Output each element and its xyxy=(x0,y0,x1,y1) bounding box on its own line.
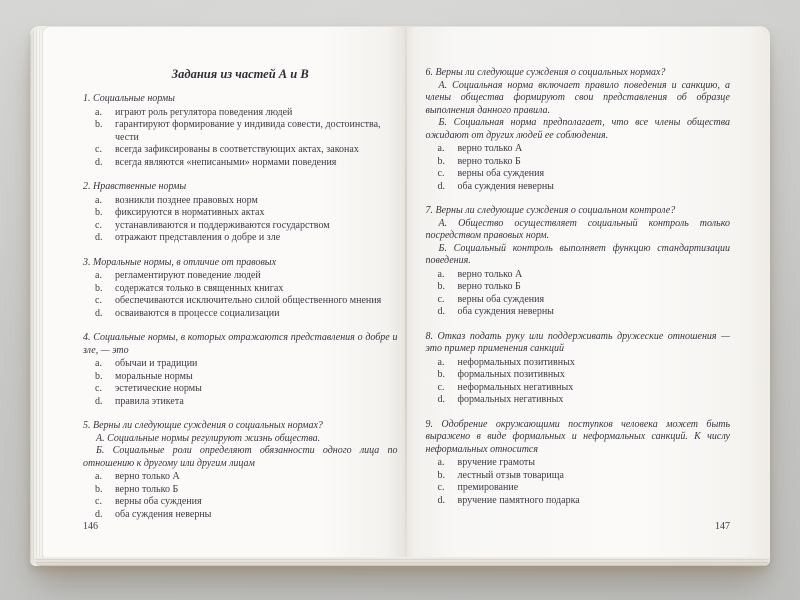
question-stem: 7. Верны ли следующие суждения о социальном контроле? xyxy=(425,205,676,216)
statement-text: А. Социальная норма включает правило поведения и санкцию, а члены общества формируют свои представления об образце выполнения данного правила. xyxy=(425,79,730,116)
option-text: верно только А xyxy=(115,471,180,482)
statement-text: Б. Социальная норма предполагает, что все члены общества ожидают от других людей ее соблюдения. xyxy=(425,117,730,141)
option-text: верно только Б xyxy=(115,483,179,495)
option-row xyxy=(426,281,731,294)
option-row xyxy=(426,357,731,370)
option-text: оба суждения неверны xyxy=(457,180,554,192)
question-block xyxy=(83,181,398,245)
option-text: гарантируют формирование у индивида совести, достоинства, чести xyxy=(115,119,381,143)
option-text: неформальных негативных xyxy=(457,381,574,393)
option-letter: d. xyxy=(437,180,445,192)
option-text: фиксируются в нормативных актах xyxy=(115,207,265,218)
option-text: регламентируют поведение людей xyxy=(115,270,261,281)
option-text: всегда являются «неписаными» нормами поведения xyxy=(115,156,337,168)
option-text: устанавливаются и поддерживаются государством xyxy=(115,219,330,231)
book xyxy=(30,26,770,566)
options-list xyxy=(83,358,398,408)
option-letter: b. xyxy=(437,155,445,167)
option-row xyxy=(426,470,731,483)
option-row xyxy=(83,509,398,522)
option-row xyxy=(426,394,731,407)
option-letter: b. xyxy=(437,281,445,292)
option-text: оба суждения неверны xyxy=(115,508,212,520)
option-letter: a. xyxy=(437,457,445,468)
option-text: верны оба суждения xyxy=(457,168,545,179)
option-letter: a. xyxy=(437,143,445,154)
option-row xyxy=(83,270,398,283)
options-list xyxy=(426,143,731,193)
options-list xyxy=(426,357,731,407)
statement-text: А. Общество осуществляет социальный контроль только посредством правовых норм. xyxy=(425,217,730,241)
option-text: вручение грамоты xyxy=(457,457,536,468)
option-text: верно только Б xyxy=(457,281,521,292)
option-row xyxy=(426,269,731,282)
option-row xyxy=(83,220,398,233)
left-page xyxy=(43,27,406,557)
option-letter: d. xyxy=(437,494,445,506)
question-block xyxy=(83,257,398,321)
option-text: верно только Б xyxy=(457,155,521,167)
option-letter: a. xyxy=(437,356,445,368)
option-row xyxy=(83,144,398,157)
option-text: вручение памятного подарка xyxy=(457,494,580,506)
option-letter: d. xyxy=(95,508,103,520)
question-stem: 9. Одобрение окружающими поступков человека может быть выражено в виде формальных и неформальных санкций. К числу неформальных относится xyxy=(425,418,730,455)
option-row xyxy=(426,369,731,382)
option-letter: b. xyxy=(95,370,103,382)
option-letter: c. xyxy=(437,381,445,393)
option-row xyxy=(83,232,398,245)
option-letter: a. xyxy=(95,270,102,281)
option-row xyxy=(83,383,398,396)
option-text: моральные нормы xyxy=(115,370,193,382)
left-page-content xyxy=(43,27,406,521)
option-text: верно только А xyxy=(457,268,523,280)
question-stem: 5. Верны ли следующие суждения о социальных нормах? xyxy=(83,420,323,431)
page-title: Задания из частей А и В xyxy=(171,67,309,81)
options-list xyxy=(83,270,398,320)
option-letter: b. xyxy=(95,119,103,130)
option-row xyxy=(83,358,398,371)
question-block xyxy=(83,332,398,408)
option-row xyxy=(426,156,731,169)
open-spread xyxy=(43,26,768,557)
option-row xyxy=(83,295,398,308)
option-letter: d. xyxy=(95,156,103,168)
option-row xyxy=(83,371,398,384)
option-row xyxy=(426,143,731,156)
option-letter: c. xyxy=(95,295,102,306)
option-row xyxy=(83,107,398,120)
option-row xyxy=(83,119,398,144)
question-stem: 4. Социальные нормы, в которых отражаются представления о добре и зле, — это xyxy=(83,332,398,356)
option-text: эстетические нормы xyxy=(115,383,202,394)
option-text: отражают представления о добре и зле xyxy=(115,232,281,243)
statement-text: Б. Социальный контроль выполняет функцию стандартизации поведения. xyxy=(425,242,730,266)
option-row xyxy=(83,496,398,509)
option-row xyxy=(426,306,731,319)
option-row xyxy=(83,207,398,220)
option-row xyxy=(426,382,731,395)
option-letter: c. xyxy=(95,219,102,231)
option-row xyxy=(426,168,731,181)
questions-right xyxy=(426,67,731,507)
option-text: верно только А xyxy=(457,143,523,154)
option-row xyxy=(426,482,731,495)
right-page-content xyxy=(406,27,769,507)
option-row xyxy=(83,396,398,409)
option-row xyxy=(426,181,731,194)
question-block xyxy=(83,420,398,521)
options-list xyxy=(83,471,398,521)
option-letter: c. xyxy=(437,168,445,179)
question-block xyxy=(83,93,398,169)
options-list xyxy=(83,107,398,170)
option-letter: a. xyxy=(95,194,102,206)
book-gutter xyxy=(405,27,407,557)
question-stem: 6. Верны ли следующие суждения о социальных нормах? xyxy=(425,67,666,78)
page-number-left: 146 xyxy=(83,520,98,532)
option-letter: a. xyxy=(437,268,445,280)
option-text: возникли позднее правовых норм xyxy=(115,194,258,206)
option-letter: c. xyxy=(95,383,102,394)
option-row xyxy=(83,157,398,170)
option-letter: d. xyxy=(95,307,103,319)
question-stem: 3. Моральные нормы, в отличие от правовых xyxy=(83,256,277,268)
option-row xyxy=(83,308,398,321)
option-letter: c. xyxy=(95,496,102,507)
option-letter: a. xyxy=(95,471,102,482)
option-row xyxy=(426,294,731,307)
option-text: обычаи и традиции xyxy=(115,358,198,369)
option-letter: d. xyxy=(437,394,445,405)
right-page xyxy=(406,27,769,557)
option-text: играют роль регулятора поведения людей xyxy=(115,106,293,118)
option-row xyxy=(426,495,731,508)
statement-text: Б. Социальные роли определяют обязанности одного лица по отношению к другому или другим лицам xyxy=(83,445,398,469)
option-letter: a. xyxy=(95,358,102,369)
option-letter: c. xyxy=(437,293,445,305)
option-letter: b. xyxy=(437,369,445,380)
question-stem: 2. Нравственные нормы xyxy=(83,181,187,192)
question-block xyxy=(426,205,731,319)
option-row xyxy=(83,195,398,208)
questions-left xyxy=(83,93,398,521)
option-text: формальных позитивных xyxy=(457,369,565,380)
option-letter: c. xyxy=(95,144,102,155)
option-row xyxy=(426,457,731,470)
option-text: содержатся только в священных книгах xyxy=(115,282,284,294)
option-letter: d. xyxy=(437,306,445,317)
option-text: правила этикета xyxy=(115,395,184,407)
page-stack-bottom-edge xyxy=(35,557,769,566)
question-stem: 8. Отказ подать руку или поддерживать дружеские отношения — это пример применения санкций xyxy=(425,330,730,354)
option-text: осваиваются в процессе социализации xyxy=(115,307,280,319)
option-letter: c. xyxy=(437,482,445,493)
option-text: неформальных позитивных xyxy=(457,356,575,368)
option-row xyxy=(83,283,398,296)
option-letter: a. xyxy=(95,106,102,118)
option-letter: b. xyxy=(437,469,445,481)
option-letter: b. xyxy=(95,207,103,218)
option-letter: b. xyxy=(95,483,103,495)
statement-text: А. Социальные нормы регулируют жизнь общества. xyxy=(96,432,321,444)
option-text: премирование xyxy=(457,482,519,493)
page-number-right: 147 xyxy=(715,520,730,532)
question-stem: 1. Социальные нормы xyxy=(83,93,175,104)
option-letter: b. xyxy=(95,282,103,294)
option-row xyxy=(83,484,398,497)
option-text: верны оба суждения xyxy=(115,496,202,507)
options-list xyxy=(83,195,398,245)
question-block xyxy=(426,331,731,407)
options-list xyxy=(426,457,731,507)
option-text: лестный отзыв товарища xyxy=(457,469,564,481)
question-block xyxy=(426,67,731,193)
option-text: обеспечиваются исключительно силой общественного мнения xyxy=(115,295,382,306)
question-block xyxy=(426,419,731,508)
option-letter: d. xyxy=(95,395,103,407)
option-row xyxy=(83,471,398,484)
page-stack-left-edge xyxy=(30,29,43,564)
option-text: формальных негативных xyxy=(457,394,564,405)
option-letter: d. xyxy=(95,232,103,243)
option-text: верны оба суждения xyxy=(457,293,545,305)
option-text: оба суждения неверны xyxy=(457,306,554,317)
options-list xyxy=(426,269,731,319)
option-text: всегда зафиксированы в соответствующих актах, законах xyxy=(115,144,359,155)
